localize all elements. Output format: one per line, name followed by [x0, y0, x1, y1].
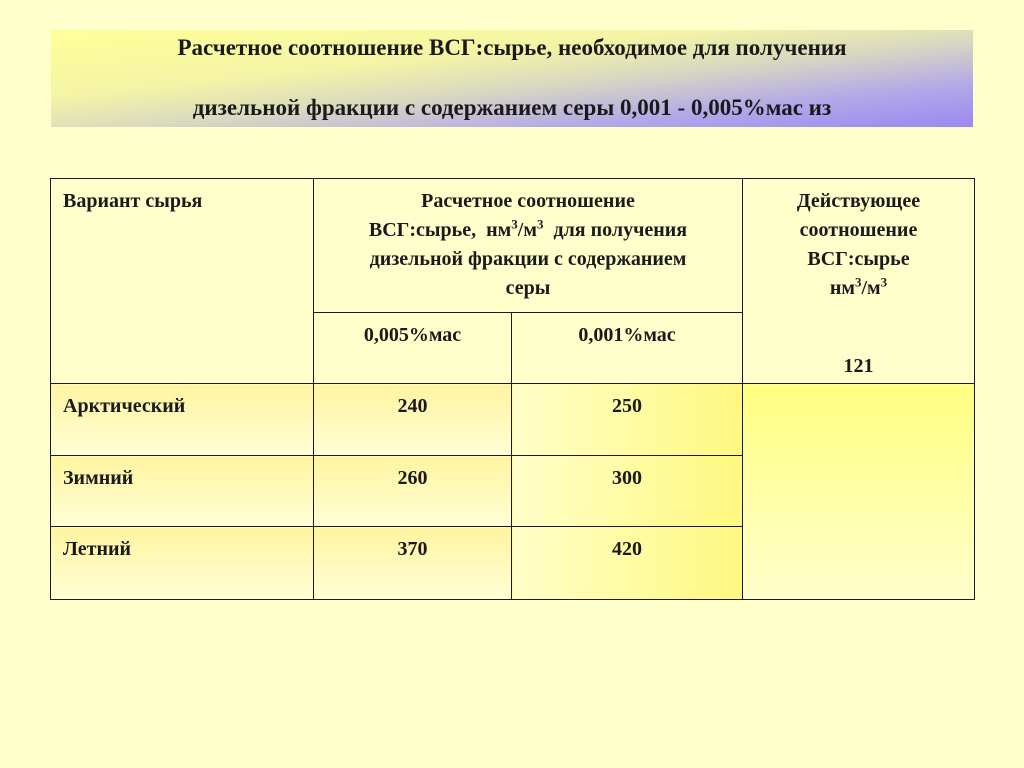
row-feed-name: Летний: [51, 527, 314, 600]
row-feed-name: Арктический: [51, 384, 314, 456]
row-feed-name: Зимний: [51, 456, 314, 527]
subheader-0005: 0,005%мас: [314, 313, 512, 384]
header-feed-variant: [51, 179, 314, 384]
header-calculated-ratio-line-3: дизельной фракции с содержанием: [369, 248, 687, 270]
header-current-ratio-line-4: $нм^3/м^3$: [829, 274, 888, 299]
slide-title-line-1: Расчетное соотношение ВСГ:сырье, необходимое для получения: [177, 35, 847, 60]
header-calculated-ratio-line-2: ВСГ:сырье, $нм^3/м^3$ для получения: [368, 216, 688, 241]
table-header-row: [51, 179, 975, 313]
slide-title-banner: [51, 30, 973, 127]
row-value-0001: 300: [512, 456, 743, 527]
header-calculated-ratio: [314, 179, 743, 313]
row-value-0005: 260: [314, 456, 512, 527]
subheader-0001: 0,001%мас: [512, 313, 743, 384]
current-ratio-value-text: 121: [843, 354, 874, 377]
header-current-ratio-line-3: ВСГ:сырье: [807, 248, 910, 270]
row-value-0001: 250: [512, 384, 743, 456]
header-current-ratio-line-1: Действующее: [796, 190, 921, 212]
table-row: [51, 384, 975, 456]
header-feed-variant-label: Вариант сырья: [63, 190, 203, 212]
row-value-0005: 240: [314, 384, 512, 456]
row-value-0001: 420: [512, 527, 743, 600]
current-ratio-value: [743, 354, 975, 600]
header-calculated-ratio-line-4: серы: [505, 277, 551, 299]
header-current-ratio-line-2: соотношение: [799, 219, 918, 241]
ratio-table: [50, 178, 975, 600]
header-calculated-ratio-line-1: Расчетное соотношение: [421, 190, 635, 212]
row-value-0005: 370: [314, 527, 512, 600]
slide-title-line-2: дизельной фракции с содержанием серы 0,001 - 0,005%мас из: [192, 95, 832, 120]
